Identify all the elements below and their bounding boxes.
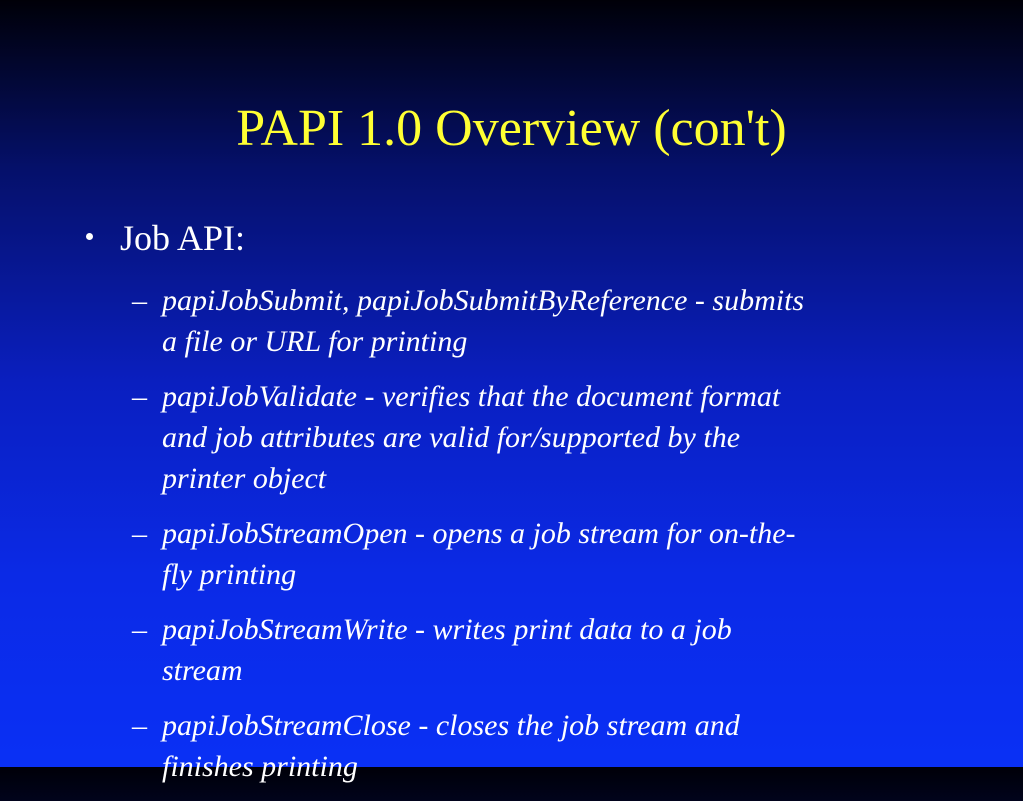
sub-bullet-text: papiJobSubmit, papiJobSubmitByReference - submits a file or URL for printing xyxy=(162,284,805,358)
sub-bullet-item xyxy=(132,376,952,499)
sub-bullet-list xyxy=(132,280,952,801)
sub-bullet-item xyxy=(132,280,952,362)
dash-icon: – xyxy=(132,517,147,550)
sub-bullet-text: papiJobStreamWrite - writes print data to a job stream xyxy=(162,613,732,687)
slide-title: PAPI 1.0 Overview (con't) xyxy=(236,100,787,157)
dash-icon: – xyxy=(132,380,147,413)
sub-bullet-item xyxy=(132,609,952,691)
dash-icon: – xyxy=(132,613,147,646)
sub-bullet-item xyxy=(132,513,952,595)
sub-bullet-text: papiJobStreamClose - closes the job stream and finishes printing xyxy=(162,709,740,783)
bullet-label: Job API: xyxy=(120,218,246,258)
sub-bullet-text: papiJobStreamOpen - opens a job stream for on-the- fly printing xyxy=(162,517,796,591)
sub-bullet-item xyxy=(132,705,952,787)
bullet-dot-icon xyxy=(86,233,93,240)
sub-bullet-text: papiJobValidate - verifies that the document format and job attributes are valid for/supported by the printer object xyxy=(162,380,781,495)
dash-icon: – xyxy=(132,284,147,317)
dash-icon: – xyxy=(132,709,147,742)
